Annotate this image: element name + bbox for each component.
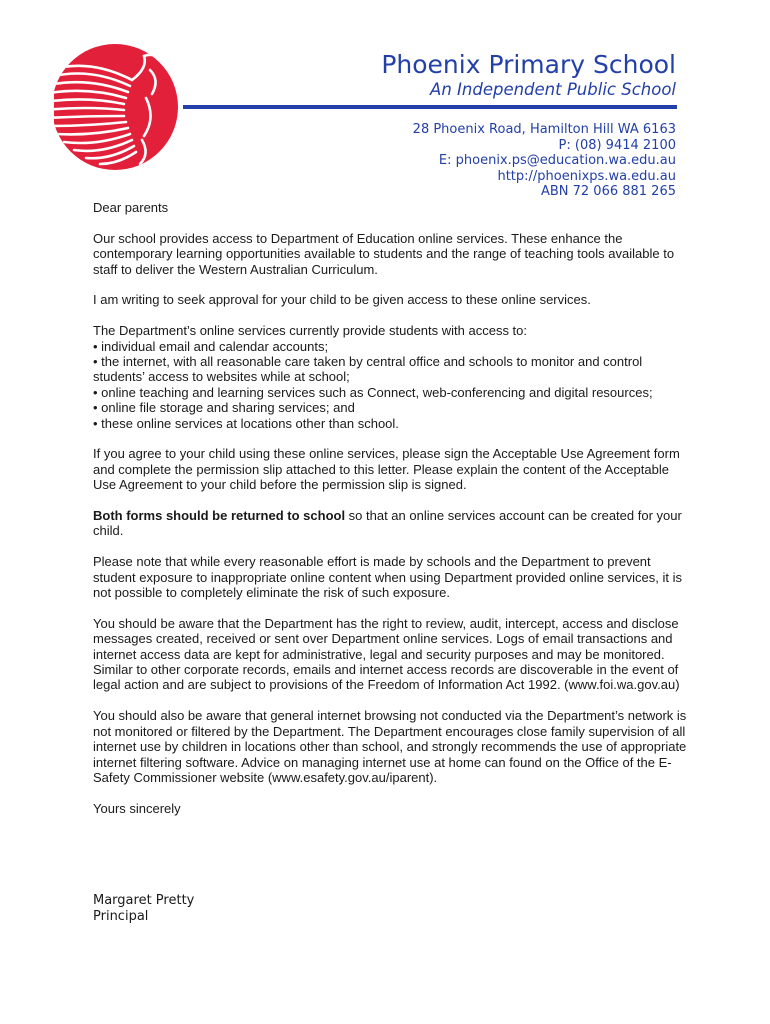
list-item: • online file storage and sharing services; and: [93, 400, 693, 415]
address-street: 28 Phoenix Road, Hamilton Hill WA 6163: [412, 122, 676, 137]
list-item: • individual email and calendar accounts;: [93, 339, 693, 354]
intro-paragraph: Our school provides access to Department of Education online services. These enhance the contemporary learning opportunities available to students and the range of teaching tools available to staff to deliver the Western Australian Curriculum.: [93, 230, 675, 277]
forms-rest-text: so that an online services account can be created for your child.: [93, 508, 682, 539]
browsing-paragraph: You should also be aware that general internet browsing not conducted via the Department’s network is not monitored or filtered by the Department. The Department encourages close family supervision of all internet use by children in locations other than school, and strongly recommends the use of appropriate internet filtering software. Advice on managing internet use at home can found on the Office of the E-Safety Commissioner website (www.esafety.gov.au/iparent).: [93, 708, 687, 785]
letter-body: [93, 200, 693, 832]
forms-paragraph: [93, 508, 693, 539]
header-divider: [183, 105, 677, 109]
phoenix-logo-icon: [40, 40, 180, 170]
services-list: [93, 339, 693, 431]
list-item: • these online services at locations other than school.: [93, 416, 693, 431]
signatory-name: Margaret Pretty: [93, 893, 195, 908]
address-email: E: phoenix.ps@education.wa.edu.au: [438, 153, 676, 168]
signatory-title: Principal: [93, 909, 149, 924]
address-abn: ABN 72 066 881 265: [540, 184, 676, 199]
rights-paragraph: You should be aware that the Department has the right to review, audit, intercept, access and disclose messages created, received or sent over Department online services. Logs of email transactions and internet access data are kept for administrative, legal and security purposes and may be monitored. Similar to other corporate records, emails and internet access records are discoverable in the event of legal action and are subject to provisions of the Freedom of Information Act 1992. (www.foi.wa.gov.au): [93, 615, 680, 693]
list-item: • online teaching and learning services such as Connect, web-conferencing and digital resources;: [93, 385, 693, 400]
list-item: • the internet, with all reasonable care taken by central office and schools to monitor and control students’ access to websites while at school;: [93, 354, 693, 385]
school-address: [413, 122, 676, 200]
note-paragraph: Please note that while every reasonable effort is made by schools and the Department to prevent student exposure to inappropriate online content when using Department provided online services, it is not possible to completely eliminate the risk of such exposure.: [93, 554, 682, 601]
forms-bold-text: Both forms should be returned to school: [93, 508, 346, 524]
school-name: Phoenix Primary School: [381, 50, 676, 79]
address-phone: P: (08) 9414 2100: [558, 137, 676, 153]
closing: Yours sincerely: [93, 800, 181, 816]
school-subtitle: An Independent Public School: [430, 80, 676, 99]
signature-block: [93, 893, 194, 925]
agree-paragraph: If you agree to your child using these online services, please sign the Acceptable Use Agreement form and complete the permission slip attached to this letter. Please explain the content of the Acceptable Use Agreement to your child before the permission slip is signed.: [93, 446, 680, 493]
address-website: http://phoenixps.wa.edu.au: [497, 168, 676, 184]
services-lead: The Department’s online services currently provide students with access to:: [93, 323, 528, 339]
salutation: Dear parents: [93, 200, 169, 215]
approval-paragraph: I am writing to seek approval for your child to be given access to these online services.: [93, 292, 591, 308]
